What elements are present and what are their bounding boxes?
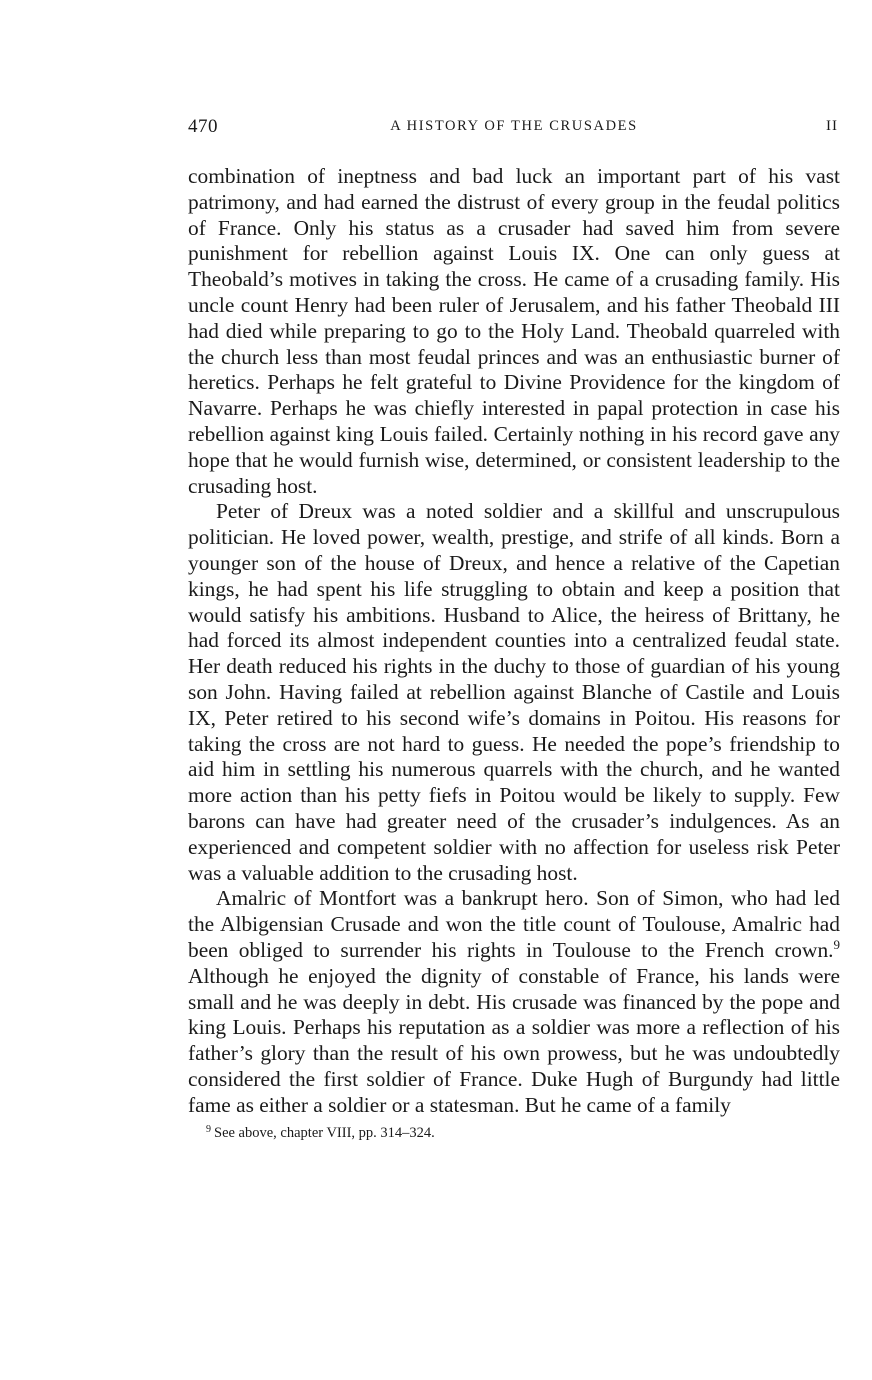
- footnote-text: See above, chapter VIII, pp. 314–324.: [214, 1125, 435, 1142]
- paragraph-peter-of-dreux: Peter of Dreux was a noted soldier and a skillful and unscrupulous politician. He loved power, wealth, prestige, and strife of all kinds. Born a younger son of the house of Dreux, and hence a relative of the Capetian kings, he had spent his life struggling to obtain and keep a position that would satisfy his ambitions. Husband to Alice, the heiress of Brittany, he had forced its almost independent counties into a centralized feudal state. Her death reduced his rights in the duchy to those of guardian of his young son John. Having failed at rebellion against Blanche of Castile and Louis IX, Peter retired to his second wife’s domains in Poitou. His reasons for taking the cross are not hard to guess. He needed the pope’s friendship to aid him in settling his numerous quarrels with the church, and he wanted more action than his petty fiefs in Poitou would be likely to supply. Few barons can have had greater need of the crusader’s indulgences. As an experienced and competent soldier with no affection for useless risk Peter was a valuable addition to the crusading host.: [188, 499, 840, 885]
- paragraph-text-after-note: Although he enjoyed the dignity of constable of France, his lands were small and he was deeply in debt. His crusade was financed by the pope and king Louis. Perhaps his reputation as a soldier was more a reflection of his father’s glory than the result of his own prowess, but he was undoubtedly considered the first soldier of France. Duke Hugh of Burgundy had little fame as either a soldier or a statesman. But he came of a family: [188, 963, 840, 1117]
- footnote-mark: 9: [206, 1123, 211, 1135]
- body-text: [188, 164, 840, 1118]
- footnote: [206, 1124, 840, 1142]
- paragraph-theobald: combination of ineptness and bad luck an important part of his vast patrimony, and had earned the distrust of every group in the feudal politics of France. Only his status as a crusader had saved him from severe punishment for rebellion against Louis IX. One can only guess at Theobald’s motives in taking the cross. He came of a crusading family. His uncle count Henry had been ruler of Jerusalem, and his father Theobald III had died while preparing to go to the Holy Land. Theobald quarreled with the church less than most feudal princes and was an enthusiastic burner of heretics. Perhaps he felt grateful to Divine Providence for the kingdom of Navarre. Perhaps he was chiefly interested in papal protection in case his rebellion against king Louis failed. Certainly nothing in his record gave any hope that he would furnish wise, determined, or consistent leadership to the crusading host.: [188, 164, 840, 498]
- volume-number: II: [826, 118, 838, 134]
- paragraph-text-before-note: Amalric of Montfort was a bankrupt hero. Son of Simon, who had led the Albigensian Crusade and won the title count of Toulouse, Amalric had been obliged to surrender his rights in Toulouse to the French crown.: [188, 886, 840, 962]
- running-header: [188, 110, 840, 140]
- book-title: A HISTORY OF THE CRUSADES: [390, 118, 638, 134]
- paragraph-amalric-of-montfort: [188, 886, 840, 1118]
- book-page: [188, 110, 840, 1142]
- page-number: 470: [188, 116, 218, 137]
- footnote-reference[interactable]: 9: [833, 936, 840, 952]
